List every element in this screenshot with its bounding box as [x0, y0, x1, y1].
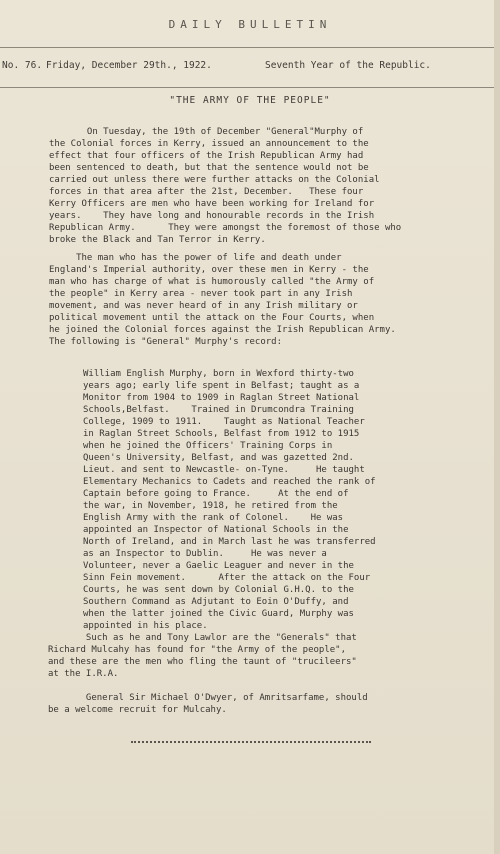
republic-year: Seventh Year of the Republic. [265, 60, 431, 71]
issue-number: No. 76. [2, 60, 43, 71]
issue-date: Friday, December 29th., 1922. [46, 60, 212, 71]
paragraph-generals: Such as he and Tony Lawlor are the "Generals" that Richard Mulcahy has found for "the Army of the people", and these are the men who fling the taunt of "trucileers" at the I.R.A. [48, 633, 357, 679]
paragraph-odwyer: General Sir Michael O'Dwyer, of Amritsarfame, should be a welcome recruit for Mulcahy. [48, 693, 368, 715]
masthead: DAILY BULLETIN [168, 18, 332, 31]
header-rule-bottom [0, 87, 500, 88]
paragraph-record: William English Murphy, born in Wexford thirty-two years ago; early life spent in Belfast; taught as a Monitor from 1904 to 1909 in Raglan Street National Schools,Belfast. Trained in Drumcondra Training College, 1909 to 1911. Taught as National Teacher in Raglan Street Schools, Belfast from 1912 to 1915 when he joined the Officers' Training Corps in Queen's University, Belfast, and was gazetted 2nd. Lieut. and sent to Newcastle- on-Tyne. He taught Elementary Mechanics to Cadets and reached the rank of Captain before going to France. At the end of the war, in November, 1918, he retired from the English Army with the rank of Colonel. He was appointed an Inspector of National Schools in the North of Ireland, and in March last he was transferred as an Inspector to Dublin. He was never a Volunteer, never a Gaelic Leaguer and never in the Sinn Fein movement. After the attack on the Four Courts, he was sent down by Colonial G.H.Q. to the Southern Command as Adjutant to Eoin O'Duffy, and when the latter joined the Civic Guard, Murphy was appointed in his place. [83, 369, 376, 631]
closing-dotted-rule [131, 741, 371, 743]
paragraph-announcement: On Tuesday, the 19th of December "General"Murphy of the Colonial forces in Kerry, issued an announcement to the effect that four officers of the Irish Republican Army had been sentenced to death, but that the sentence would not be carried out unless there were further attacks on the Colonial forces in that area after the 21st, December. These four Kerry Officers are men who have been working for Ireland for years. They have long and honourable records in the Irish Republican Army. They were amongst the foremost of those who broke the Black and Tan Terror in Kerry. [49, 127, 402, 245]
article-title: "THE ARMY OF THE PEOPLE" [169, 95, 331, 106]
header-rule-top [0, 47, 500, 48]
paragraph-authority: The man who has the power of life and death under England's Imperial authority, over these men in Kerry - the man who has charge of what is humorously called "the Army of the people" in Kerry area - never took part in any Irish movement, and was never heard of in any Irish military or political movement until the attack on the Four Courts, when he joined the Colonial forces against the Irish Republican Army. The following is "General" Murphy's record: [49, 253, 396, 347]
